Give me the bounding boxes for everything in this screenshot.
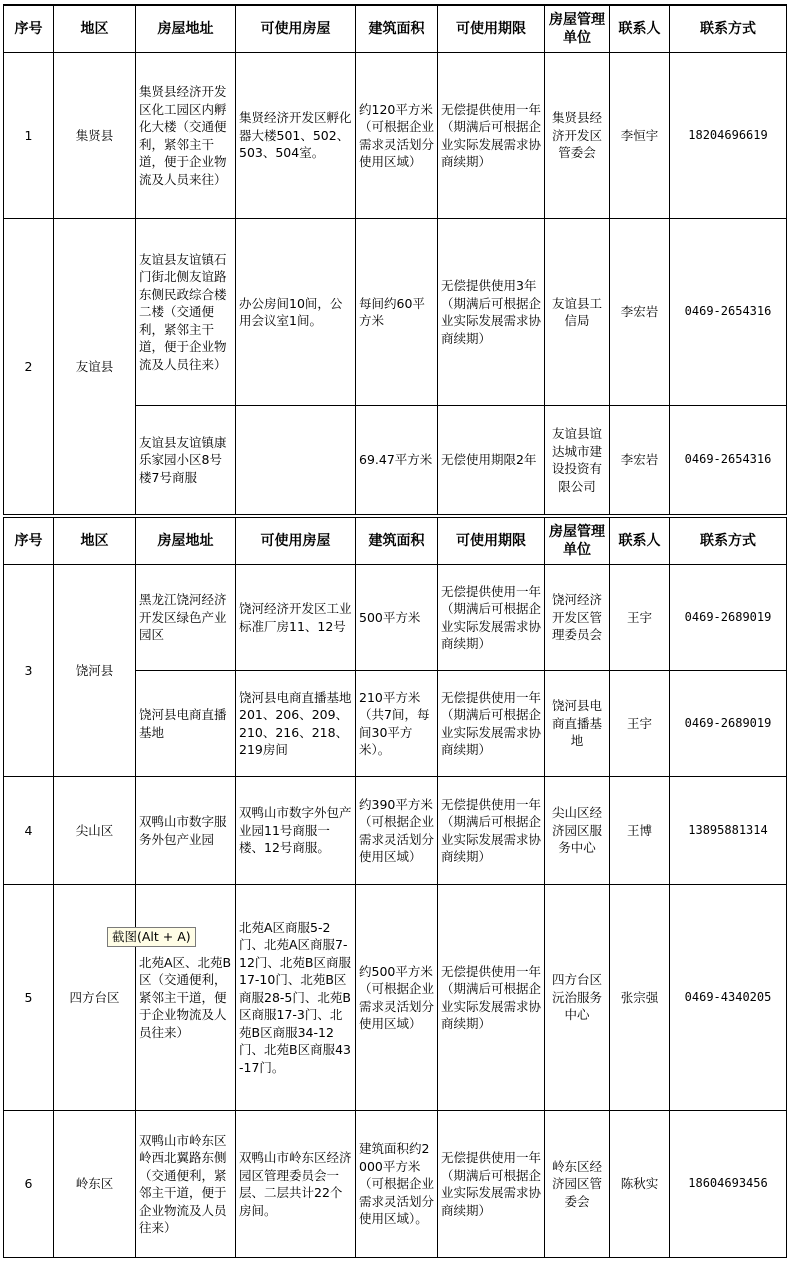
cell-no: 2	[4, 219, 54, 515]
cell-phone: 0469-4340205	[670, 885, 787, 1111]
header-area: 建筑面积	[356, 518, 438, 565]
cell-contact: 陈秋实	[610, 1111, 670, 1258]
cell-contact: 王宇	[610, 671, 670, 777]
header-phone: 联系方式	[670, 518, 787, 565]
table-row	[4, 885, 787, 1111]
cell-contact: 王宇	[610, 565, 670, 671]
cell-rooms: 双鸭山市数字外包产业园11号商服一楼、12号商服。	[236, 777, 356, 885]
header-row	[4, 5, 787, 53]
cell-period: 无偿使用期限2年	[438, 406, 545, 515]
header-period: 可使用期限	[438, 518, 545, 565]
header-address: 房屋地址	[136, 518, 236, 565]
cell-period: 无偿提供使用一年（期满后可根据企业实际发展需求协商续期）	[438, 777, 545, 885]
cell-period: 无偿提供使用一年（期满后可根据企业实际发展需求协商续期）	[438, 671, 545, 777]
cell-contact: 张宗强	[610, 885, 670, 1111]
cell-no: 6	[4, 1111, 54, 1258]
cell-address: 饶河县电商直播基地	[136, 671, 236, 777]
cell-contact: 王博	[610, 777, 670, 885]
header-rooms: 可使用房屋	[236, 518, 356, 565]
cell-area: 210平方米（共7间，每间30平方米）。	[356, 671, 438, 777]
cell-phone: 13895881314	[670, 777, 787, 885]
header-region: 地区	[54, 518, 136, 565]
header-region: 地区	[54, 5, 136, 53]
table-row	[4, 1111, 787, 1258]
cell-unit: 友谊县谊达城市建设投资有限公司	[545, 406, 610, 515]
cell-address: 北苑A区、北苑B区（交通便利，紧邻主干道，便于企业物流及人员往来）	[136, 885, 236, 1111]
header-area: 建筑面积	[356, 5, 438, 53]
cell-rooms: 饶河经济开发区工业标准厂房11、12号	[236, 565, 356, 671]
cell-period: 无偿提供使用一年（期满后可根据企业实际发展需求协商续期）	[438, 565, 545, 671]
cell-area: 建筑面积约2000平方米（可根据企业需求灵活划分使用区域）。	[356, 1111, 438, 1258]
cell-area: 约500平方米（可根据企业需求灵活划分使用区域）	[356, 885, 438, 1111]
cell-unit: 岭东区经济园区管委会	[545, 1111, 610, 1258]
cell-no: 3	[4, 565, 54, 777]
cell-no: 1	[4, 53, 54, 219]
cell-period: 无偿提供使用3年（期满后可根据企业实际发展需求协商续期）	[438, 219, 545, 406]
header-contact: 联系人	[610, 5, 670, 53]
cell-unit: 四方台区沅治服务中心	[545, 885, 610, 1111]
header-period: 可使用期限	[438, 5, 545, 53]
cell-region: 友谊县	[54, 219, 136, 515]
cell-area: 约390平方米（可根据企业需求灵活划分使用区域）	[356, 777, 438, 885]
cell-unit: 集贤县经济开发区管委会	[545, 53, 610, 219]
cell-unit: 友谊县工信局	[545, 219, 610, 406]
cell-period: 无偿提供使用一年（期满后可根据企业实际发展需求协商续期）	[438, 885, 545, 1111]
header-address: 房屋地址	[136, 5, 236, 53]
table-row	[4, 565, 787, 671]
cell-period: 无偿提供使用一年（期满后可根据企业实际发展需求协商续期）	[438, 1111, 545, 1258]
cell-address: 黑龙江饶河经济开发区绿色产业园区	[136, 565, 236, 671]
cell-address: 集贤县经济开发区化工园区内孵化大楼（交通便利，紧邻主干道，便于企业物流及人员来往）	[136, 53, 236, 219]
cell-phone: 0469-2654316	[670, 406, 787, 515]
cell-unit: 尖山区经济园区服务中心	[545, 777, 610, 885]
cell-rooms: 集贤经济开发区孵化器大楼501、502、503、504室。	[236, 53, 356, 219]
cell-rooms: 北苑A区商服5-2门、北苑A区商服7-12门、北苑B区商服17-10门、北苑B区商服28-5门、北苑B区商服17-3门、北苑B区商服34-12门、北苑B区商服43-17门。	[236, 885, 356, 1111]
header-unit: 房屋管理单位	[545, 518, 610, 565]
header-phone: 联系方式	[670, 5, 787, 53]
housing-table-part1	[3, 4, 787, 515]
cell-rooms: 双鸭山市岭东区经济园区管理委员会一层、二层共计22个房间。	[236, 1111, 356, 1258]
cell-phone: 0469-2689019	[670, 565, 787, 671]
table-row	[4, 53, 787, 219]
cell-phone: 18204696619	[670, 53, 787, 219]
cell-region: 集贤县	[54, 53, 136, 219]
cell-area: 500平方米	[356, 565, 438, 671]
cell-period: 无偿提供使用一年（期满后可根据企业实际发展需求协商续期）	[438, 53, 545, 219]
cell-region: 四方台区	[54, 885, 136, 1111]
cell-no: 4	[4, 777, 54, 885]
cell-contact: 李宏岩	[610, 219, 670, 406]
cell-rooms	[236, 406, 356, 515]
cell-phone: 0469-2654316	[670, 219, 787, 406]
cell-rooms: 办公房间10间，公用会议室1间。	[236, 219, 356, 406]
header-row	[4, 518, 787, 565]
housing-table-part2	[3, 517, 787, 1258]
cell-unit: 饶河县电商直播基地	[545, 671, 610, 777]
cell-region: 尖山区	[54, 777, 136, 885]
cell-phone: 18604693456	[670, 1111, 787, 1258]
header-contact: 联系人	[610, 518, 670, 565]
cell-rooms: 饶河县电商直播基地201、206、209、210、216、218、219房间	[236, 671, 356, 777]
cell-phone: 0469-2689019	[670, 671, 787, 777]
cell-address: 友谊县友谊镇康乐家园小区8号楼7号商服	[136, 406, 236, 515]
cell-region: 岭东区	[54, 1111, 136, 1258]
cell-region: 饶河县	[54, 565, 136, 777]
cell-contact: 李宏岩	[610, 406, 670, 515]
header-rooms: 可使用房屋	[236, 5, 356, 53]
table-row	[4, 777, 787, 885]
cell-contact: 李恒宇	[610, 53, 670, 219]
header-no: 序号	[4, 5, 54, 53]
header-no: 序号	[4, 518, 54, 565]
cell-area: 约120平方米（可根据企业需求灵活划分使用区域）	[356, 53, 438, 219]
cell-unit: 饶河经济开发区管理委员会	[545, 565, 610, 671]
cell-address: 双鸭山市数字服务外包产业园	[136, 777, 236, 885]
cell-area: 69.47平方米	[356, 406, 438, 515]
header-unit: 房屋管理单位	[545, 5, 610, 53]
table-row	[4, 219, 787, 406]
screenshot-tooltip: 截图(Alt + A)	[107, 927, 196, 947]
cell-no: 5	[4, 885, 54, 1111]
cell-address: 双鸭山市岭东区岭西北翼路东侧（交通便利，紧邻主干道，便于企业物流及人员往来）	[136, 1111, 236, 1258]
cell-address: 友谊县友谊镇石门街北侧友谊路东侧民政综合楼二楼（交通便利，紧邻主干道，便于企业物流及人员往来）	[136, 219, 236, 406]
cell-area: 每间约60平方米	[356, 219, 438, 406]
